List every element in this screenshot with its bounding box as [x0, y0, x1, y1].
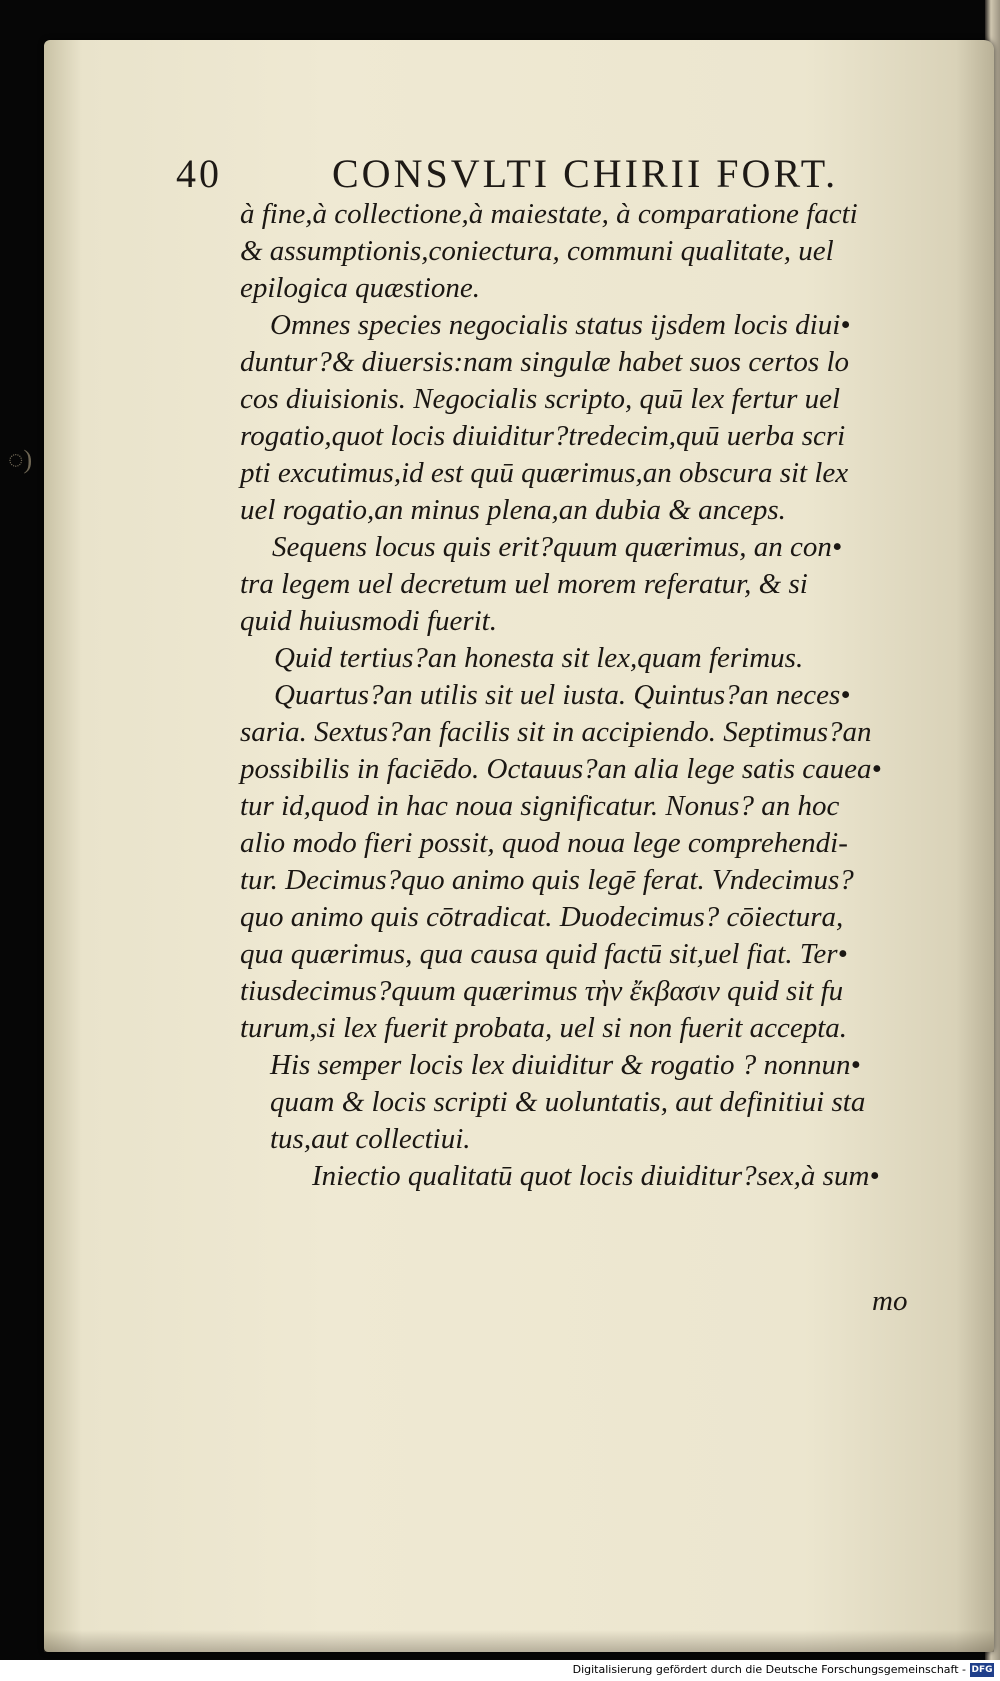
catchword: mo [872, 1285, 908, 1317]
running-title: CONSVLTI CHIRII FORT. [332, 151, 839, 196]
page-shadow [44, 1630, 994, 1652]
text-line: rogatio,quot locis diuiditur?tredecim,quū uerba scri [240, 420, 846, 452]
text-line: Iniectio qualitatū quot locis diuiditur?sex,à sum• [312, 1160, 880, 1192]
text-line: alio modo fieri possit, quod noua lege comprehendi- [240, 827, 848, 859]
text-line: Quartus?an utilis sit uel iusta. Quintus?an neces• [274, 679, 851, 711]
text-line: tus,aut collectiui. [270, 1123, 471, 1155]
text-line: quam & locis scripti & uoluntatis, aut definitiui sta [270, 1086, 866, 1118]
dfg-logo-icon: DFG [971, 1665, 993, 1675]
text-line: duntur?& diuersis:nam singulæ habet suos certos lo [240, 346, 850, 378]
text-line: uel rogatio,an minus plena,an dubia & anceps. [240, 494, 786, 526]
margin-marks: ◌) [8, 445, 33, 474]
text-line: Omnes species negocialis status ijsdem locis diui• [270, 309, 851, 341]
body-text [240, 196, 920, 1195]
text-line: Sequens locus quis erit?quum quærimus, an con• [272, 531, 842, 563]
text-line: epilogica quæstione. [240, 272, 481, 304]
text-line: Quid tertius?an honesta sit lex,quam ferimus. [274, 642, 804, 674]
text-line: quo animo quis cōtradicat. Duodecimus? cōiectura, [240, 901, 844, 933]
running-head [176, 140, 839, 200]
funding-credit: Digitalisierung gefördert durch die Deutsche Forschungsgemeinschaft - [572, 1663, 966, 1676]
text-line: qua quærimus, qua causa quid factū sit,uel fiat. Ter• [240, 938, 848, 970]
text-line: tur id,quod in hac noua significatur. Nonus? an hoc [240, 790, 840, 822]
text-line: & assumptionis,coniectura, communi qualitate, uel [240, 235, 834, 267]
text-line: à fine,à collectione,à maiestate, à comparatione facti [240, 198, 858, 230]
text-line: pti excutimus,id est quū quærimus,an obscura sit lex [240, 457, 849, 489]
text-line: saria. Sextus?an facilis sit in accipiendo. Septimus?an [240, 716, 872, 748]
text-line: turum,si lex fuerit probata, uel si non fuerit accepta. [240, 1012, 848, 1044]
text-line: cos diuisionis. Negocialis scripto, quū lex fertur uel [240, 383, 841, 415]
text-line: possibilis in faciēdo. Octauus?an alia lege satis cauea• [240, 753, 882, 785]
text-line: quid huiusmodi fuerit. [240, 605, 497, 637]
text-line: tur. Decimus?quo animo quis legē ferat. Vndecimus? [240, 864, 854, 896]
text-line: His semper locis lex diuiditur & rogatio ? nonnun• [270, 1049, 861, 1081]
text-line: tra legem uel decretum uel morem referatur, & si [240, 568, 808, 600]
text-line: tiusdecimus?quum quærimus τὴν ἔκβασιν quid sit fu [240, 975, 844, 1007]
page-number: 40 [176, 151, 222, 196]
